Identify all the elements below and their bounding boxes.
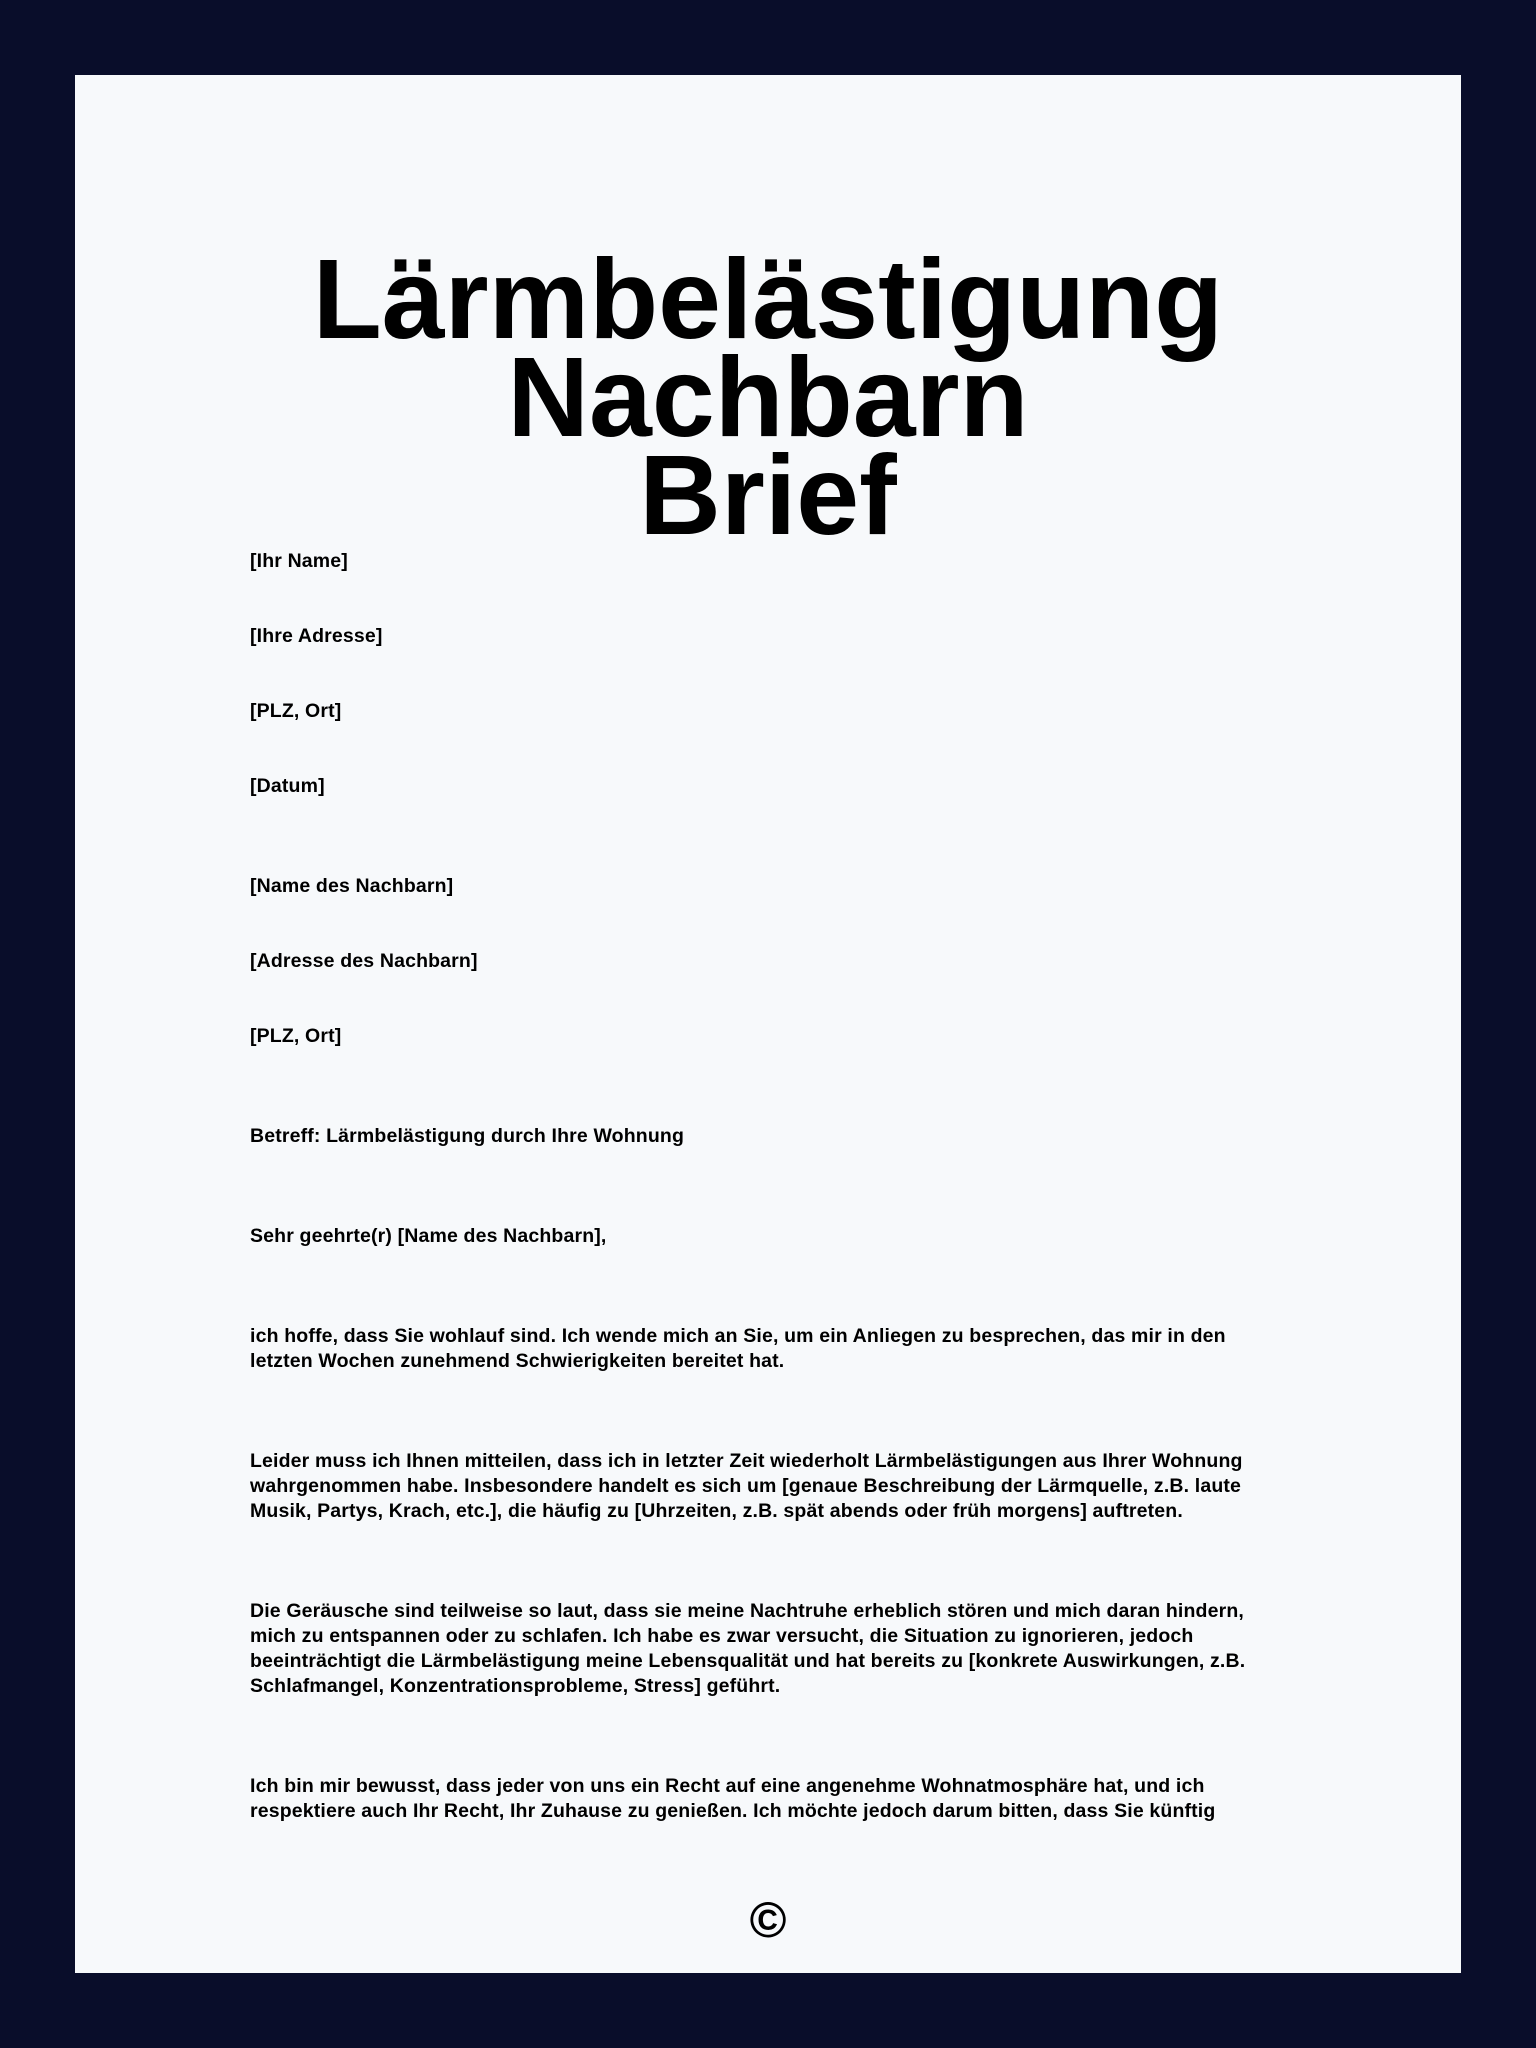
page-title-line-2: Brief [639, 432, 897, 558]
body-paragraph-1: ich hoffe, dass Sie wohlauf sind. Ich wende mich an Sie, um ein Anliegen zu besprechen, das mir in den letzten Wochen zunehmend Schwierigkeiten bereitet hat. [250, 1325, 1226, 1372]
sender-name: [Ihr Name] [250, 550, 348, 572]
body-paragraph-3: Die Geräusche sind teilweise so laut, dass sie meine Nachtruhe erheblich stören und mich daran hindern, mich zu entspannen oder zu schlafen. Ich habe es zwar versucht, die Situation zu ignorieren, jedoch beeinträchtigt die Lärmbelästigung meine Lebensqualität und hat bereits zu [konkrete Auswirkungen, z.B. Schlafmangel, Konzentrationsprobleme, Stress] geführt. [250, 1600, 1246, 1697]
recipient-name: [Name des Nachbarn] [250, 875, 454, 897]
body-paragraph-2: Leider muss ich Ihnen mitteilen, dass ich in letzter Zeit wiederholt Lärmbelästigungen aus Ihrer Wohnung wahrgenommen habe. Insbesondere handelt es sich um [genaue Beschreibung der Lärmquelle, z.B. laute Musik, Partys, Krach, etc.], die häufig zu [Uhrzeiten, z.B. spät abends oder früh morgens] auftreten. [250, 1450, 1243, 1522]
body-paragraph-4: Ich bin mir bewusst, dass jeder von uns ein Recht auf eine angenehme Wohnatmosphäre hat, und ich respektiere auch Ihr Recht, Ihr Zuhause zu genießen. Ich möchte jedoch darum bitten, dass Sie künftig [250, 1775, 1216, 1822]
page-title [75, 236, 1461, 558]
sender-city: [PLZ, Ort] [250, 700, 342, 722]
recipient-address: [Adresse des Nachbarn] [250, 950, 478, 972]
recipient-city: [PLZ, Ort] [250, 1025, 342, 1047]
sender-address: [Ihre Adresse] [250, 625, 383, 647]
subject-line: Betreff: Lärmbelästigung durch Ihre Wohnung [250, 1125, 685, 1147]
letter-date: [Datum] [250, 775, 325, 797]
salutation: Sehr geehrte(r) [Name des Nachbarn], [250, 1225, 607, 1247]
copyright-icon: © [749, 1892, 787, 1948]
page-title-line-1: Lärmbelästigung Nachbarn [312, 236, 1224, 460]
letter-page [75, 75, 1461, 1973]
